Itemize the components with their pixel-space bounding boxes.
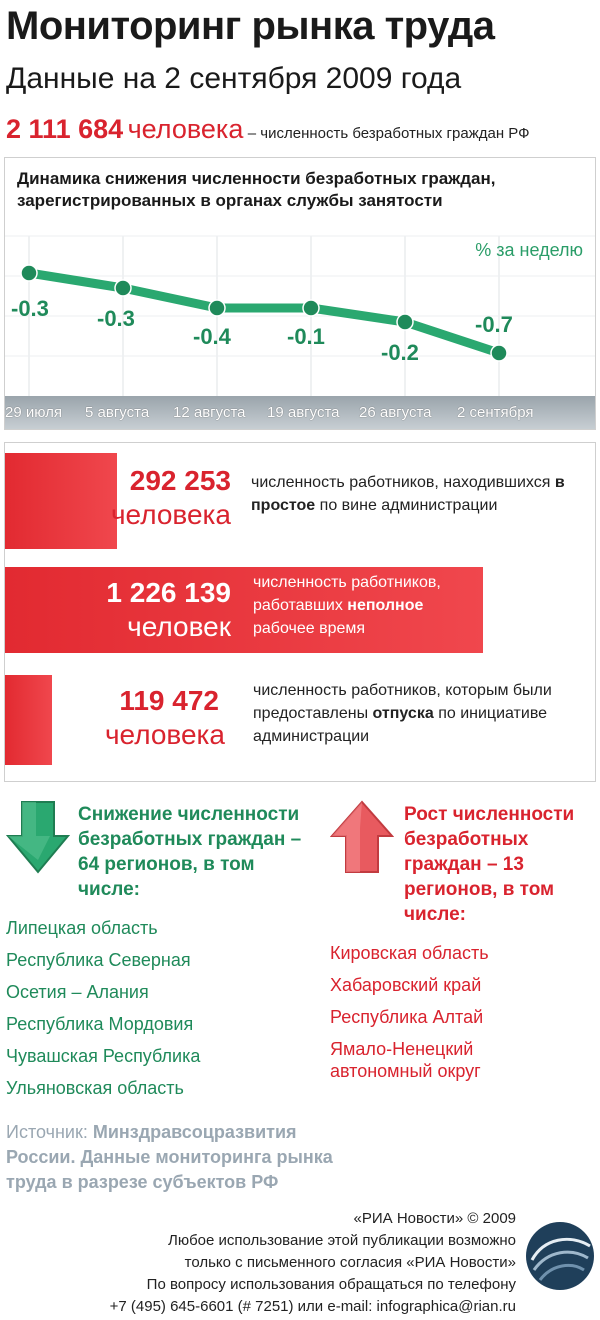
stat-text-parttime: численность работников, работавших неполное рабочее время (253, 574, 441, 637)
data-point (303, 300, 319, 316)
stat-unit-leave: человека (104, 719, 225, 750)
x-tick-label: 2 сентября (457, 404, 534, 421)
total-unit: человека (127, 114, 244, 144)
data-label: -0.1 (287, 324, 325, 349)
data-label: -0.3 (97, 306, 135, 331)
region-down-item: Липецкая область (6, 918, 158, 938)
stat-value-parttime: 1 226 139 (106, 577, 231, 608)
stat-text-leave: численность работников, которым были предоставлены отпуска по инициативе администрации (253, 682, 552, 745)
stats-panel (4, 442, 596, 782)
data-label: -0.7 (475, 312, 513, 337)
x-tick-label: 12 августа (173, 404, 246, 421)
chart-unit-label: % за неделю (475, 240, 583, 260)
region-down-item: Чувашская Республика (6, 1046, 201, 1066)
page-title: Мониторинг рынка труда (6, 4, 495, 48)
source-note: Источник: Минздравсоцразвития России. Данные мониторинга рынка труда в разрезе субъектов РФ (6, 1122, 333, 1192)
data-point (397, 314, 413, 330)
copyright-footer: «РИА Новости» © 2009 Любое использование этой публикации возможно только с письменного согласия «РИА Новости» По вопросу использования обращаться по телефону +7 (495) 645-6601 (# 7251) или e-mail: infographica@rian.ru (109, 1210, 516, 1315)
total-desc: – численность безработных граждан РФ (247, 125, 530, 142)
data-label: -0.2 (381, 340, 419, 365)
chart-title: Динамика снижения численности безработных граждан, зарегистрированных в органах службы занятости (17, 169, 496, 210)
region-up-item: Кировская область (330, 943, 489, 963)
data-label: -0.4 (193, 324, 231, 349)
stat-unit-idle: человека (110, 499, 231, 530)
page-subtitle: Данные на 2 сентября 2009 года (6, 62, 462, 95)
data-point (491, 345, 507, 361)
region-down-item: Ульяновская область (6, 1078, 184, 1098)
stat-value-leave: 119 472 (119, 685, 219, 716)
stat-bar-idle (5, 453, 117, 549)
stat-bar-leave (5, 675, 52, 765)
x-tick-label: 19 августа (267, 404, 340, 421)
stat-unit-parttime: человек (127, 611, 231, 642)
arrow-down-icon (6, 800, 70, 874)
x-tick-label: 29 июля (5, 404, 63, 421)
region-down-item: Республика Мордовия (6, 1014, 194, 1034)
data-label: -0.3 (11, 296, 49, 321)
line-chart (5, 158, 595, 429)
data-point (209, 300, 225, 316)
region-down-item: Республика Северная (6, 950, 191, 970)
region-up-item: Республика Алтай (330, 1007, 484, 1027)
total-value: 2 111 684 (6, 114, 124, 144)
data-point (21, 265, 37, 281)
region-up-item: Хабаровский край (330, 975, 482, 995)
stat-text-idle: численность работников, находившихся в простое по вине администрации (251, 474, 565, 514)
stat-value-idle: 292 253 (129, 465, 231, 496)
data-point (115, 280, 131, 296)
total-unemployed-line (6, 114, 530, 145)
chart-panel (4, 157, 596, 430)
x-tick-label: 5 августа (85, 404, 150, 421)
ria-logo-icon (524, 1220, 596, 1292)
x-tick-label: 26 августа (359, 404, 432, 421)
regions-down-title: Снижение численности безработных граждан – 64 регионов, в том числе: (78, 804, 302, 900)
regions-up-title: Рост численности безработных граждан – 13 регионов, в том числе: (404, 804, 575, 925)
arrow-up-icon (330, 800, 394, 874)
region-down-item: Осетия – Алания (6, 982, 149, 1002)
region-up-item: Ямало-Ненецкий автономный округ (330, 1039, 481, 1081)
